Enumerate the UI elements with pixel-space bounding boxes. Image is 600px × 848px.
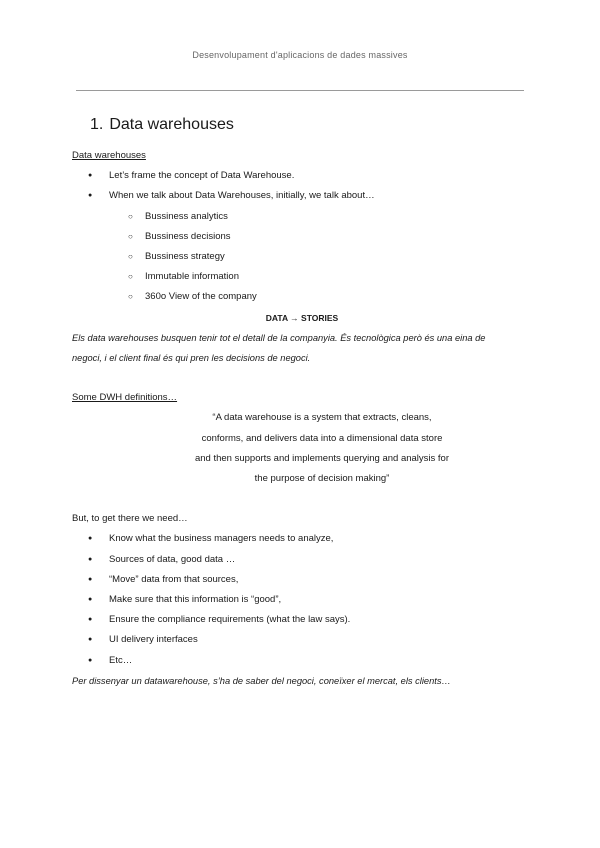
subheading-data-warehouses: Data warehouses (72, 150, 146, 161)
list-item: ○ Immutable information (72, 267, 532, 287)
quote-line: “A data warehouse is a system that extracts, cleans, (212, 412, 432, 424)
list-item: ● Make sure that this information is “good”, (72, 590, 532, 610)
list-item: ● Know what the business managers needs to analyze, (72, 529, 532, 549)
section-title: Data warehouses (109, 116, 234, 133)
list-item: ● UI delivery interfaces (72, 630, 532, 650)
list-item: ○ Bussiness strategy (72, 247, 532, 267)
list-item: ○ 360o View of the company (72, 287, 532, 307)
list-item: ● Sources of data, good data … (72, 550, 532, 570)
section-number: 1. (90, 116, 104, 133)
list-item: ● Ensure the compliance requirements (what the law says). (72, 610, 532, 630)
note-line: negoci, i el client final és qui pren les decisions de negoci. (72, 353, 311, 364)
list-item: ● When we talk about Data Warehouses, initially, we talk about… (72, 186, 532, 206)
list-item: ○ Bussiness analytics (72, 207, 532, 227)
document-body (72, 114, 532, 691)
quote-line: and then supports and implements querying and analysis for (194, 452, 449, 464)
requirements-intro: But, to get there we need… (72, 513, 188, 525)
running-header: Desenvolupament d'aplicacions de dades massives (192, 50, 408, 60)
sub-bullet-list (72, 207, 532, 308)
quote-line: conforms, and delivers data into a dimensional data store (201, 432, 443, 444)
list-item: ● Etc… (72, 651, 532, 671)
list-item: ● Let’s frame the concept of Data Warehouse. (72, 166, 532, 186)
quote-line: the purpose of decision making” (254, 473, 390, 485)
subheading-dwh-definitions: Some DWH definitions… (72, 392, 178, 404)
list-item: ○ Bussiness decisions (72, 227, 532, 247)
bullet-list-requirements (72, 529, 532, 670)
closing-note: Per dissenyar un datawarehouse, s’ha de saber del negoci, coneïxer el mercat, els clients… (72, 675, 451, 686)
data-stories-emphasis: DATA → STORIES (265, 312, 339, 323)
list-item: ● “Move” data from that sources, (72, 570, 532, 590)
header-divider (76, 90, 524, 91)
section-heading (90, 114, 532, 136)
bullet-list-intro (72, 166, 532, 206)
note-line: Els data warehouses busquen tenir tot el detall de la companyia. És tecnològica però és una eina de (72, 332, 486, 343)
